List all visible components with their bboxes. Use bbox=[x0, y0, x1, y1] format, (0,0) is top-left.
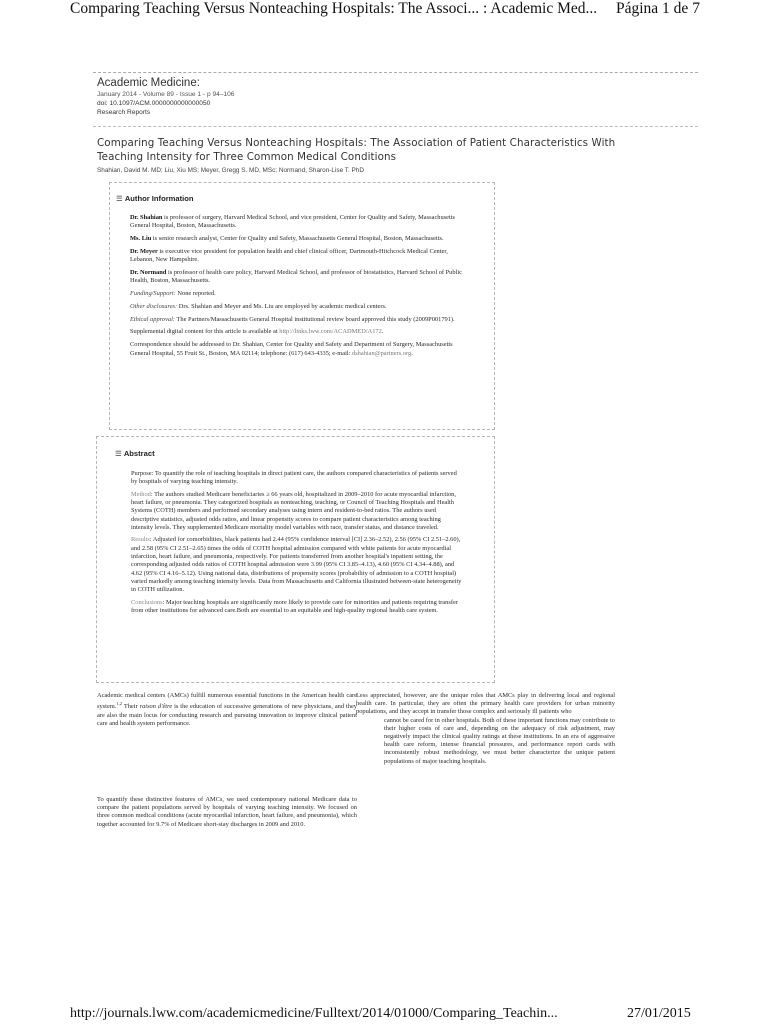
supplemental-content-note bbox=[130, 328, 470, 336]
author-bio-liu bbox=[130, 235, 470, 243]
expand-collapse-icon[interactable]: ☰ bbox=[116, 194, 123, 203]
author-bio-text: is professor of health care policy, Harvard Medical School, and professor of biostatistics, Harvard School of Public Health, Boston, Massachusetts. bbox=[130, 268, 462, 285]
body-italic-span: raison d'être bbox=[139, 703, 173, 711]
body-paragraph-2 bbox=[97, 796, 357, 829]
body-paragraph-3-text-a: Less appreciated, however, are the unique roles that AMCs play in delivering local and regional health care. In particular, they are often the primary health care providers for urban minority populations, and they accept in transfer those complex and seriously ill patients who bbox=[356, 692, 615, 716]
article-title-line-2: Teaching Intensity for Three Common Medical Conditions bbox=[97, 151, 397, 163]
print-header-title: Comparing Teaching Versus Nonteaching Hospitals: The Associ... : Academic Med... bbox=[70, 0, 598, 17]
journal-issue: January 2014 - Volume 89 - Issue 1 - p 94–106 bbox=[97, 91, 235, 98]
print-header-page-number: Página 1 de 7 bbox=[616, 0, 700, 17]
author-name: Ms. Liu bbox=[130, 235, 152, 243]
author-bio-text: is senior research analyst, Center for Quality and Safety, Massachusetts General Hospital, Boston, Massachusetts. bbox=[151, 235, 444, 243]
abstract-method-text: : The authors studied Medicare beneficiaries ≥ 66 years old, hospitalized in 2009–2010 for acute myocardial infarction, heart failure, or pneumonia. They categorized hospitals as nonteaching, teaching, or Council of Teaching Hospitals and Health Systems (COTH) members and performed secondary analyses using intern and resident-to-bed ratios. The authors used descriptive statistics, adjusted odds ratios, and linear propensity scores to compare patient characteristics among teaching intensity levels. They supplemented Medicare mortality model variables with race, transfer status, and distance traveled. bbox=[131, 490, 456, 531]
abstract-method bbox=[131, 491, 463, 532]
journal-name[interactable]: Academic Medicine: bbox=[97, 77, 200, 89]
abstract-conclusions-label: Conclusions bbox=[131, 598, 163, 606]
author-bio-meyer bbox=[130, 248, 470, 265]
body-text-span: Their bbox=[121, 703, 140, 711]
body-paragraph-3-text-b: cannot be cared for in other hospitals. Both of these important functions may contribute to their higher costs of care and, depending on the adequacy of risk adjustment, may negatively impact the clinical quality ratings at these institutions. In an era of aggressive health care reform, intense financial pressures, and performance report cards with inconsistently robust methodology, we must better characterize the unique patient populations of major teaching hospitals. bbox=[384, 716, 615, 765]
abstract-header[interactable] bbox=[115, 449, 155, 458]
abstract-panel bbox=[96, 436, 495, 683]
abstract-results bbox=[131, 536, 463, 594]
expand-collapse-icon[interactable]: ☰ bbox=[115, 449, 122, 458]
body-paragraph-3 bbox=[356, 692, 615, 766]
ethical-approval-statement bbox=[130, 316, 470, 324]
author-bio-normand bbox=[130, 269, 470, 286]
article-section: Research Reports bbox=[97, 109, 151, 116]
top-divider bbox=[93, 72, 698, 73]
body-text-span: Academic medical centers (AMCs) fulfill numerous essential functions in the American health care system. bbox=[97, 692, 357, 711]
journal-block bbox=[97, 76, 677, 117]
author-information-header[interactable] bbox=[116, 194, 194, 203]
abstract-purpose bbox=[131, 470, 463, 487]
body-text-span: is the education of successive generations of new physicians, and they are also the main locus for conducting research and pursuing innovation to improve clinical patient care and health system performance. bbox=[97, 703, 357, 727]
journal-doi: doi: 10.1097/ACM.0000000000000050 bbox=[97, 100, 211, 107]
reference-superscript[interactable]: 1,2 bbox=[116, 701, 122, 707]
abstract-results-label: Results bbox=[131, 536, 150, 544]
supplemental-text: Supplemental digital content for this article is available at bbox=[130, 328, 280, 336]
abstract-body bbox=[131, 470, 463, 620]
author-bio-text: is executive vice president for population health and chief clinical officer, Dartmouth-Hitchcock Medical Center, Lebanon, New Hampshire. bbox=[130, 247, 448, 264]
body-paragraph-1 bbox=[97, 692, 357, 728]
author-information-panel bbox=[109, 182, 495, 430]
author-bio-shahian bbox=[130, 214, 470, 231]
body-paragraph-2-text: To quantify these distinctive features of AMCs, we used contemporary national Medicare data to compare the patient populations served by hospitals of varying teaching intensity. We focused on three common medical conditions (acute myocardial infarction, heart failure, and pneumonia), which together accounted for 9.7% of Medicare short-stay discharges in 2009 and 2010. bbox=[97, 796, 357, 828]
abstract-conclusions-text: : Major teaching hospitals are significantly more likely to provide care for minorities and patients requiring transfer from other institutions for advanced care.Both are essential to an equitable and high-quality regional health care system. bbox=[131, 598, 458, 615]
correspondence-note bbox=[130, 341, 470, 358]
article-title bbox=[97, 136, 687, 164]
supplemental-link[interactable]: http://links.lww.com/ACADMED/A172 bbox=[279, 328, 382, 336]
correspondence-end: . bbox=[411, 349, 413, 357]
print-footer-url: http://journals.lww.com/academicmedicine/Fulltext/2014/01000/Comparing_Teachin... bbox=[70, 1006, 558, 1021]
abstract-method-label: Method bbox=[131, 490, 151, 498]
author-information-body bbox=[130, 214, 470, 362]
abstract-purpose-text: : To quantify the role of teaching hospitals in direct patient care, the authors compared characteristics of patients served by hospitals of varying teaching intensity. bbox=[131, 470, 457, 486]
abstract-purpose-label: Purpose bbox=[131, 470, 152, 477]
author-information-heading: Author Information bbox=[124, 194, 194, 203]
disclosures-text: Drs. Shahian and Meyer and Ms. Liu are employed by academic medical centers. bbox=[177, 302, 387, 310]
abstract-results-text: : Adjusted for comorbidities, black patients had 2.44 (95% confidence interval [CI] 2.36–2.52), 2.56 (95% CI 2.51–2.60), and 2.58 (95% CI 2.51–2.65) times the odds of COTH hospital admission compared with white patients for acute myocardial infarction, heart failure, and pneumonia, respectively. For patients transferred from another hospital's inpatient setting, the corresponding adjusted odds ratios of COTH hospital admission were 3.99 (95% CI 3.85–4.13), 4.60 (95% CI 4.34–4.88), and 4.62 (95% CI 4.16–5.12). Using national data, distributions of propensity scores (probability of admission to a COTH hospital) varied markedly among teaching intensity levels. Data from Massachusetts and California illustrated between-state heterogeneity in COTH utilization. bbox=[131, 536, 462, 594]
body-paragraph-3-continued bbox=[356, 717, 615, 766]
print-footer-date: 27/01/2015 bbox=[627, 1006, 691, 1021]
ethical-approval-text: The Partners/Massachusetts General Hospital institutional review board approved this study (2009P001791). bbox=[175, 315, 455, 323]
print-header bbox=[0, 0, 770, 22]
funding-statement bbox=[130, 290, 470, 298]
abstract-heading: Abstract bbox=[123, 449, 155, 458]
print-footer bbox=[0, 1006, 770, 1024]
correspondence-email-link[interactable]: dshahian@partners.org bbox=[352, 349, 412, 357]
author-name: Dr. Meyer bbox=[130, 247, 158, 255]
funding-text: None reported. bbox=[175, 290, 216, 298]
article-authors[interactable]: Shahian, David M. MD; Liu, Xiu MS; Meyer, Gregg S. MD, MSc; Normand, Sharon-Lise T. PhD bbox=[97, 167, 364, 174]
body-paragraph-1-text bbox=[97, 692, 357, 728]
funding-label: Funding/Support: bbox=[130, 290, 176, 298]
article-title-line-1: Comparing Teaching Versus Nonteaching Hospitals: The Association of Patient Characteristics With bbox=[97, 137, 616, 149]
supplemental-end: . bbox=[381, 328, 384, 336]
abstract-conclusions bbox=[131, 599, 463, 616]
disclosures-label: Other disclosures: bbox=[130, 302, 178, 310]
author-bio-text: is professor of surgery, Harvard Medical School, and vice president, Center for Quality and Safety, Massachusetts General Hospital, Boston, Massachusetts. bbox=[130, 214, 456, 230]
author-name: Dr. Shahian bbox=[130, 214, 163, 221]
disclosures-statement bbox=[130, 303, 470, 311]
header-divider bbox=[93, 126, 698, 127]
correspondence-text: Correspondence should be addressed to Dr. Shahian, Center for Quality and Safety and Department of Surgery, Massachusetts General Hospital, 55 Fruit St., Boston, MA 02114; telephone: (617) 643-4335; e-mail: bbox=[130, 341, 453, 357]
ethical-approval-label: Ethical approval: bbox=[130, 315, 176, 323]
author-name: Dr. Normand bbox=[130, 268, 167, 276]
